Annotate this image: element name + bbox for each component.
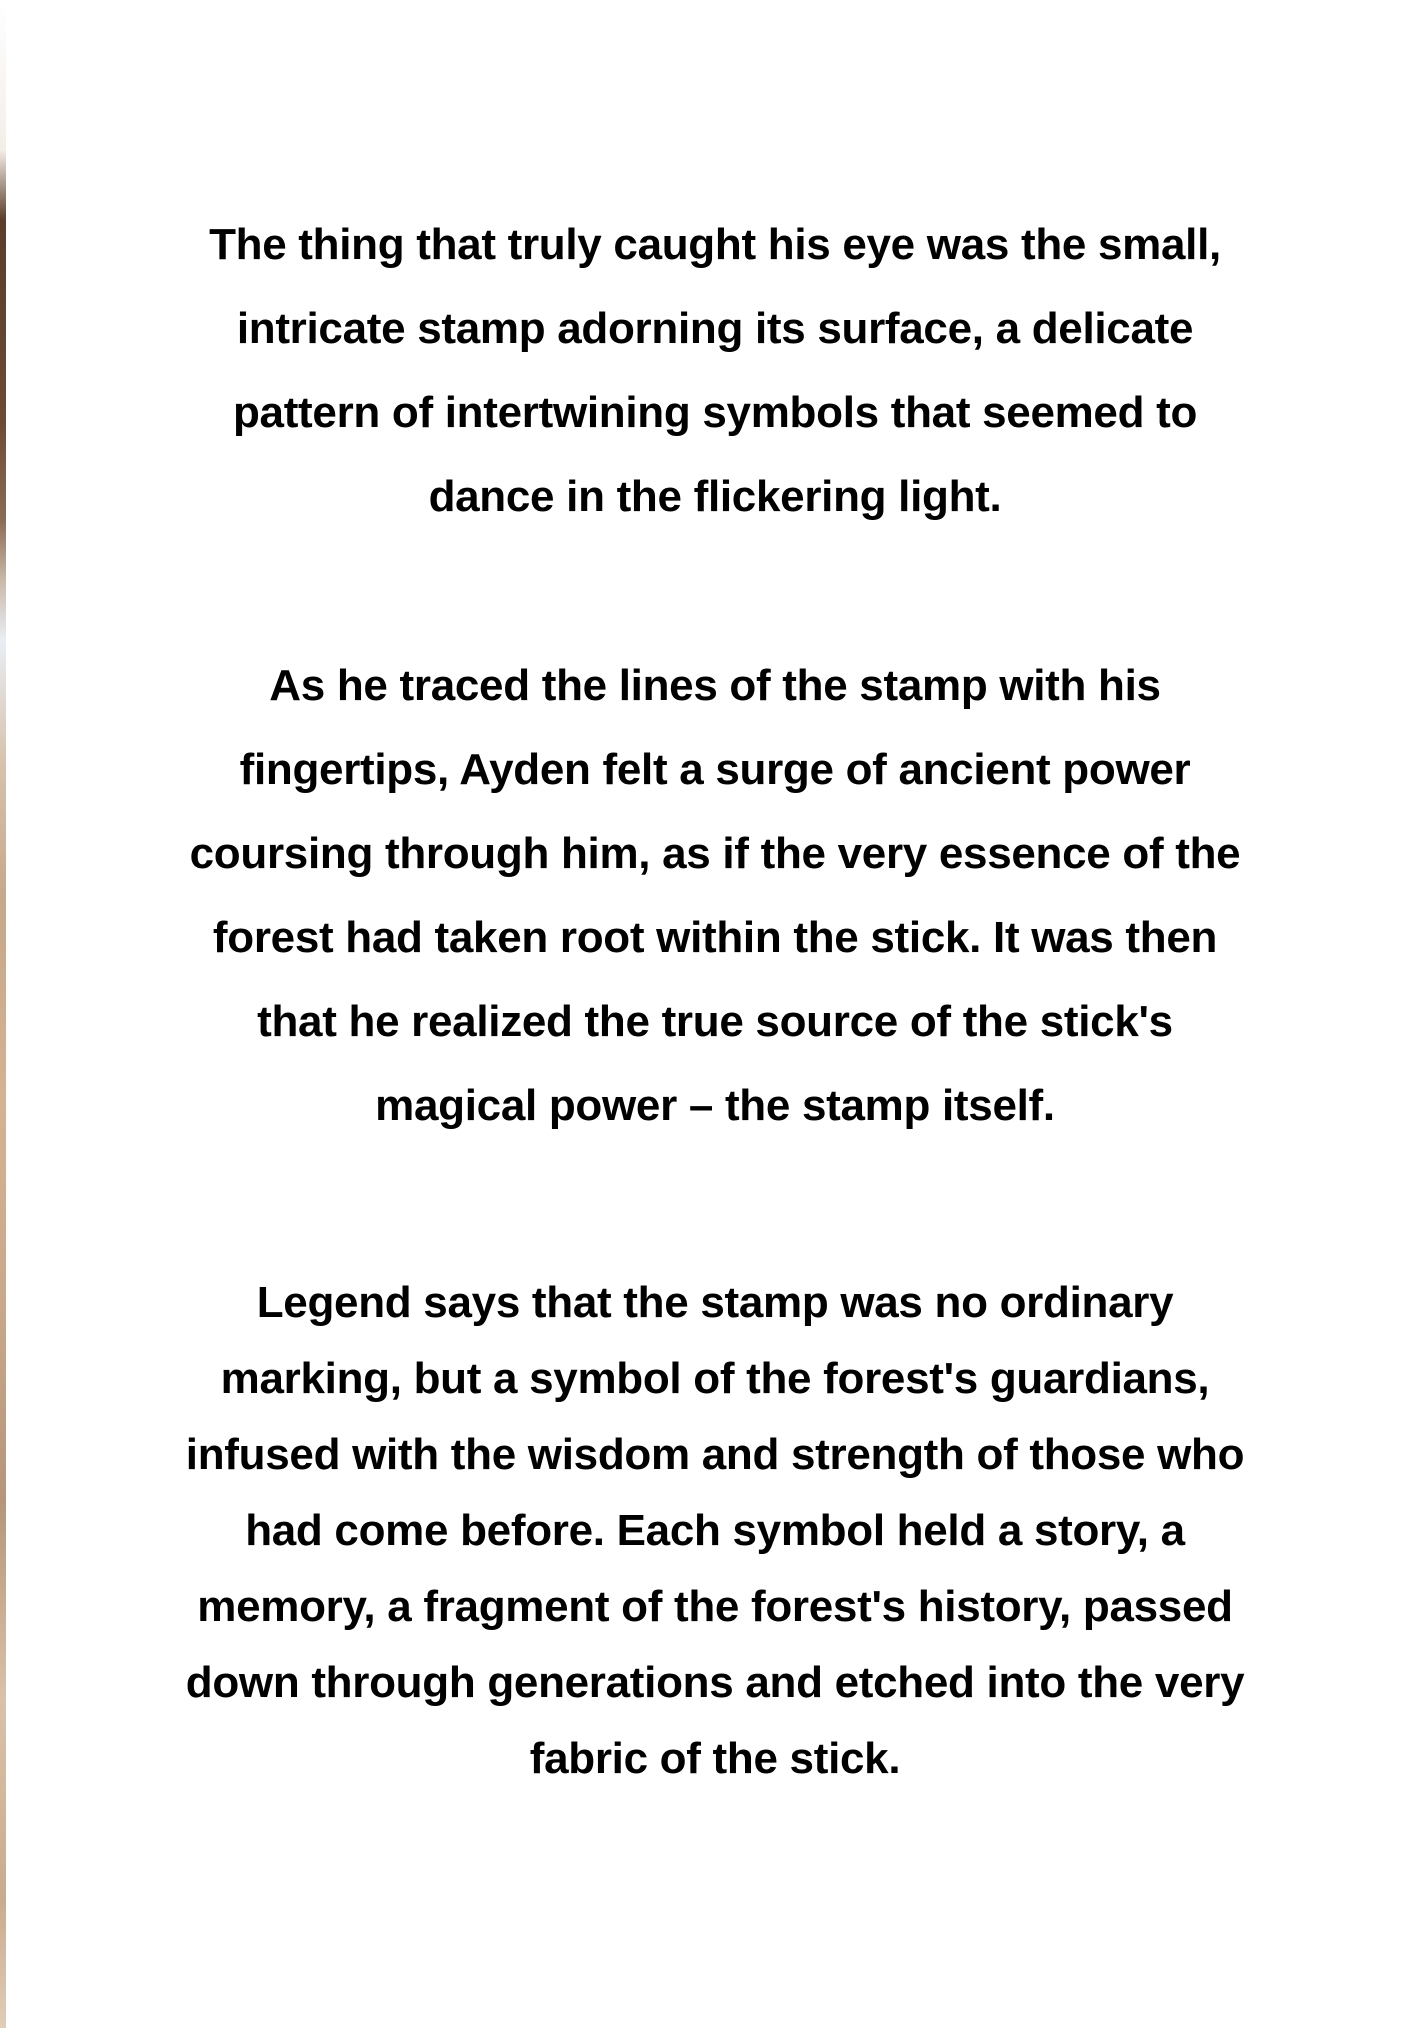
page-edge-strip [0,0,6,2028]
story-paragraph-1: The thing that truly caught his eye was the small, intricate stamp adorning its surface, a delicate pattern of intertwining symbols that seemed to dance in the flickering light. [209,220,1221,521]
story-paragraph-2: As he traced the lines of the stamp with his fingertips, Ayden felt a surge of ancient power coursing through him, as if the very essence of the forest had taken root within the stick. It was then that he realized the true source of the stick's magical power – the stamp itself. [189,661,1241,1130]
story-paragraph-3: Legend says that the stamp was no ordinary marking, but a symbol of the forest's guardians, infused with the wisdom and strength of those who had come before. Each symbol held a story, a memory, a fragment of the forest's history, passed down through generations and etched into the very fabric of the stick. [185,1278,1245,1783]
